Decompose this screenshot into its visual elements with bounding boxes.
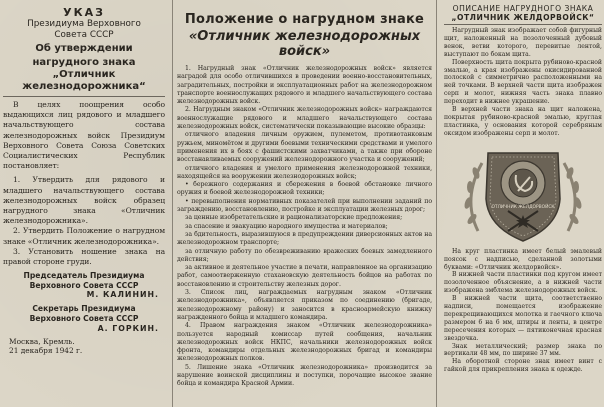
ukaz-heading-line2: нагрудного знака xyxy=(32,57,136,68)
ukaz-heading-line1: Об утверждении xyxy=(35,43,133,54)
opisanie-p3: В верхней части знака на щит наложена, покрытая рубиново-красной эмалью, круглая пластинка, у основания которой серебряным оксидом изображены серп и молот. xyxy=(444,106,602,137)
ukaz-column xyxy=(3,0,165,407)
opisanie-p6: В нижней части щита, соответственно надписи, помещается изображение перекрещивающихся молотка и гаечного ключа размером 6 на 6 мм, штиры и ленты, в центре пересечения которых — пятиконечная красная звездочка. xyxy=(444,295,602,342)
badge-icon xyxy=(448,139,598,247)
polozhenie-p7: за ценные изобретательские и рационализаторские предложения; xyxy=(185,214,403,222)
sign1-role1: Председатель Президиума xyxy=(23,271,145,281)
opisanie-p8: На оборотной стороне знак имеет винт с гайкой для прикрепления знака к одежде. xyxy=(444,358,602,374)
ukaz-place: Москва, Кремль. xyxy=(9,336,75,346)
polozhenie-p1: 1. Нагрудный знак «Отличник железнодорожных войск» является наградой для особо отличившихся в проведении военно-восстановительных, заградительных, постройки и эксплуатационных работ на железнодорожном транспорте военнослужащих рядового и младшего начальствующего состава железнодорожных войск. xyxy=(177,65,432,106)
polozhenie-p14: 5. Лишение знака «Отличник железнодорожника» производится за нарушение воинской дисциплины и поступки, порочащие высокое звание бойца и командира Красной Армии. xyxy=(177,363,432,388)
opisanie-p1: Нагрудный знак изображает собой фигурный щит, наложенный на позолоченный дубовый венок, ветви которого, перевитые лентой, выступают по бокам щита. xyxy=(444,27,602,58)
opisanie-p2: Поверхность щита покрыта рубиново-красной эмалью, а края изображены окисидированной полоской с симметрично расположенными на ней точками. В верхней части щита изображен серп и молот, нижняя часть знака плавно переходит в нижнее украшение. xyxy=(444,58,602,106)
sign2-role2: Верховного Совета СССР xyxy=(29,314,139,324)
sign1-role2: Верховного Совета СССР xyxy=(29,280,139,290)
polozhenie-column xyxy=(172,0,437,407)
polozhenie-p13: 4. Правом награждения знаком «Отличник железнодорожника» пользуется народный комиссар путей сообщения, начальник железнодорожных войск НКПС, начальники железнодорожных войск фронта, командиры отдельных железнодорожных бригад и командиры железнодорожных полков. xyxy=(177,322,432,363)
ukaz-presidium-line1: Президиума Верховного xyxy=(27,19,141,29)
polozhenie-p5: • бережного содержания и сбережения в боевой обстановке личного оружия и боевой железнодорожной техники; xyxy=(177,181,432,197)
sign2-name: А. ГОРКИН. xyxy=(97,323,159,333)
opisanie-p7: Знак металлический; размер знака по вертикали 48 мм, по ширине 37 мм. xyxy=(444,342,602,358)
ukaz-preamble: В целях поощрения особо выдающихся лиц рядового и младшего начальствующего состава железнодорожных войск Президиум Верховного Совета Союза Советских Социалистических Республик постановляет: xyxy=(3,100,165,171)
ukaz-item-3: 3. Установить ношение знака на правой стороне груди. xyxy=(3,246,165,267)
polozhenie-p9: за бдительность, выразившуюся в предупреждении диверсионных актов на железнодорожном транспорте; xyxy=(177,230,432,247)
polozhenie-p3: отличного владения личным оружием, пулеметом, противотанковым ружьем, миномётом и другими боевыми техническими средствами и умелого применения их в боях с фашистскими захватчиками, а также при обороне восстанавливаемых сооружений железнодорожного участка и сооружений; xyxy=(177,131,432,164)
ukaz-title: УКАЗ xyxy=(63,6,105,19)
ukaz-item-1: 1. Утвердить для рядового и младшего начальствующего состава железнодорожных войск образец нагрудного знака «Отличник железнодорожника». xyxy=(3,175,165,226)
polozhenie-p4: отличного владения и умелого применения железнодорожной техники, находящейся на вооружении железнодорожных войск; xyxy=(177,164,432,180)
sign2-role1: Секретарь Президиума xyxy=(32,304,136,314)
polozhenie-title: Положение о нагрудном знаке xyxy=(184,12,425,27)
polozhenie-p12: 3. Список лиц, награждаемых нагрудным знаком «Отличник железнодорожника», объявляется приказом по соединению (бригаде, железнодорожному району) и заносится в красноармейскую книжку награжденного бойца и младшего командира. xyxy=(177,289,432,321)
opisanie-p4: На круг пластинка имеет белый эмалевый поясок с надписью, сделанной золотыми буквами: «Отличник желдорвойск». xyxy=(444,247,602,271)
polozhenie-subtitle: «Отличник железнодорожных войск» xyxy=(188,29,421,59)
badge-label: ОТЛИЧНИК ЖЕЛДОРВОЙСК xyxy=(491,204,555,210)
badge-image xyxy=(448,139,598,247)
polozhenie-p10: за отличную работу по обезвреживанию вражеских боевых замедленного действия; xyxy=(177,247,432,263)
polozhenie-p8: за спасение и эвакуацию народного имущества и материалов; xyxy=(185,222,388,230)
opisanie-column xyxy=(440,0,602,407)
opisanie-p5: В нижней части пластинки под кругом имеет позолоченное объяснение, а в нижней части изображена эмблема железнодорожных войск. xyxy=(444,271,602,295)
polozhenie-p11: за активное и деятельное участие в печати, направленное на организацию работ, самоотверженную стахановскую деятельность бойцов на работах по восстановлению и строительству железных дорог. xyxy=(177,264,432,288)
ukaz-presidium-line2: Совета СССР xyxy=(54,30,114,40)
ukaz-item-2: 2. Утвердить Положение о нагрудном знаке «Отличник железнодорожника». xyxy=(3,226,165,246)
ukaz-date: 21 декабря 1942 г. xyxy=(9,346,83,356)
polozhenie-p6: • перевыполнения нормативных показателей при выполнении заданий по заграждению, восстановлению, постройке и эксплуатации железных дорог; xyxy=(177,197,432,214)
ukaz-heading-line3: „Отличник железнодорожника“ xyxy=(3,69,165,97)
sign1-name: М. КАЛИНИН. xyxy=(86,290,159,300)
polozhenie-p2: 2. Нагрудным знаком «Отличник железнодорожных войск» награждаются военнослужащие рядового и младшего начальствующего состава железнодорожных войск, систематически показывающие высокие образцы: xyxy=(177,106,432,131)
opisanie-title1: ОПИСАНИЕ НАГРУДНОГО ЗНАКА xyxy=(452,4,594,13)
opisanie-title2: „ОТЛИЧНИК ЖЕЛДОРВОЙСК“ xyxy=(444,13,602,25)
